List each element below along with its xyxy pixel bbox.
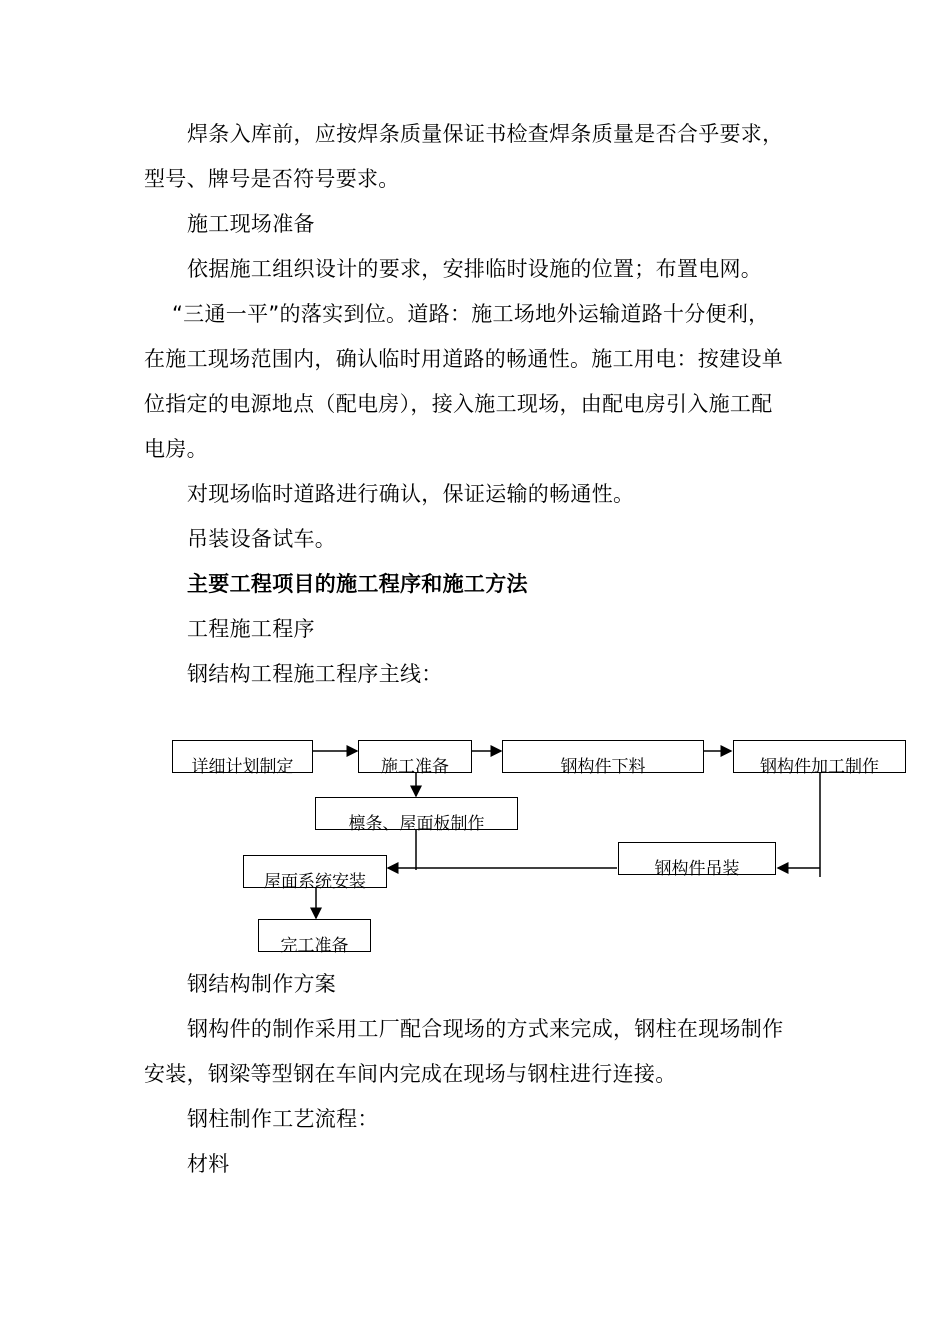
paragraph-line: 钢构件的制作采用工厂配合现场的方式来完成，钢柱在现场制作 (187, 1017, 784, 1041)
section-heading: 工程施工程序 (187, 617, 315, 641)
paragraph-line: 焊条入库前，应按焊条质量保证书检查焊条质量是否合乎要求， (187, 122, 784, 146)
paragraph-line: 型号、牌号是否符号要求。 (144, 167, 400, 191)
paragraph-line: 电房。 (144, 437, 208, 461)
paragraph-line: 钢柱制作工艺流程： (187, 1107, 379, 1131)
flow-node-label: 屋面系统安装 (264, 872, 366, 892)
flow-node-plan (172, 740, 313, 777)
flow-node-label: 钢构件吊装 (654, 859, 740, 879)
paragraph-line: 依据施工组织设计的要求，安排临时设施的位置；布置电网。 (187, 257, 763, 281)
section-heading: 钢结构制作方案 (187, 972, 337, 996)
paragraph-line: 安装，钢梁等型钢在车间内完成在现场与钢柱进行连接。 (144, 1062, 677, 1086)
flow-node-label: 完工准备 (280, 936, 349, 956)
paragraph-line: 材料 (187, 1152, 230, 1176)
flow-node-hoist (618, 842, 776, 879)
paragraph-line: 吊装设备试车。 (187, 527, 337, 551)
paragraph-line: “三通一平”的落实到位。道路：施工场地外运输道路十分便利， (172, 302, 770, 326)
flow-node-prep (358, 740, 472, 777)
paragraph-line: 对现场临时道路进行确认，保证运输的畅通性。 (187, 482, 635, 506)
flow-node-label: 详细计划制定 (191, 757, 294, 777)
flow-node-cut (502, 740, 704, 777)
flow-node-purlin (315, 797, 518, 834)
flow-node-label: 施工准备 (381, 757, 449, 777)
paragraph-line: 在施工现场范围内，确认临时用道路的畅通性。施工用电：按建设单 (144, 347, 783, 371)
section-heading-bold: 主要工程项目的施工程序和施工方法 (187, 572, 528, 596)
paragraph-line: 位指定的电源地点（配电房），接入施工现场，由配电房引入施工配 (144, 392, 773, 416)
flow-node-roof (243, 855, 387, 892)
section-heading: 施工现场准备 (187, 212, 315, 236)
paragraph-line: 钢结构工程施工程序主线： (187, 662, 443, 686)
flow-node-label: 钢构件下料 (560, 757, 646, 777)
flow-node-fab (733, 740, 906, 777)
flow-node-label: 钢构件加工制作 (760, 757, 879, 777)
flow-node-done (258, 919, 371, 956)
flow-node-label: 檩条、屋面板制作 (348, 814, 485, 834)
